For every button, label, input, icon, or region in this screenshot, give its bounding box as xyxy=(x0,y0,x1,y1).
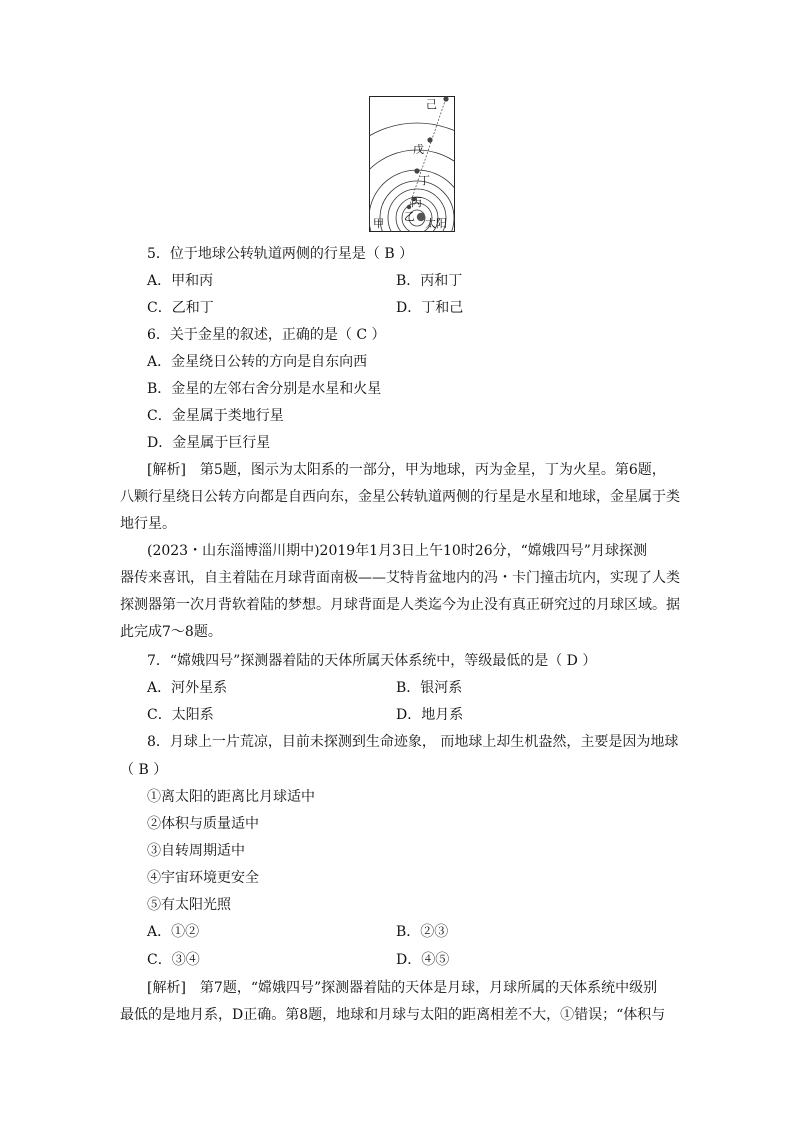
analysis1-line1: [解析] 第5题，图示为太阳系的一部分，甲为地球，丙为金星，丁为火星。第6题， xyxy=(147,462,666,478)
q8-option-c: C．③④ xyxy=(147,952,200,968)
q7-stem: 7．“嫦娥四号”探测器着陆的天体所属天体系统中，等级最低的是（ D ） xyxy=(147,653,597,669)
passage-line4: 此完成7～8题。 xyxy=(120,624,222,640)
label-ding: 丁 xyxy=(419,174,430,187)
q8-item-2: ②体积与质量适中 xyxy=(147,816,259,832)
passage-line2: 器传来喜讯，自主着陆在月球背面南极——艾特肯盆地内的冯・卡门撞击坑内，实现了人类 xyxy=(120,570,680,586)
solar-system-diagram xyxy=(369,96,455,232)
q5-option-c: C．乙和丁 xyxy=(147,300,214,316)
planet-ji-icon xyxy=(443,96,448,101)
q8-option-d: D．④⑤ xyxy=(396,952,450,968)
analysis1-line3: 地行星。 xyxy=(120,516,176,532)
label-sun: 太阳 xyxy=(425,217,447,230)
analysis2-line1: [解析] 第7题，“嫦娥四号”探测器着陆的天体是月球，月球所属的天体系统中级别 xyxy=(147,980,658,996)
q8-stem-line2: （ B ） xyxy=(120,762,168,778)
analysis1-line2: 八颗行星绕日公转方向都是自西向东，金星公转轨道两侧的行星是水星和地球，金星属于类 xyxy=(120,489,680,505)
q5-option-d: D．丁和己 xyxy=(396,300,464,316)
q6-option-a: A．金星绕日公转的方向是自东向西 xyxy=(147,354,368,370)
label-wu: 戊 xyxy=(413,143,424,156)
sun-icon xyxy=(417,213,425,221)
q8-option-b: B．②③ xyxy=(396,924,449,940)
q6-option-b: B．金星的左邻右舍分别是水星和火星 xyxy=(147,381,382,397)
q5-option-a: A．甲和丙 xyxy=(147,273,214,289)
q8-stem-line1: 8．月球上一片荒凉，目前未探测到生命迹象， 而地球上却生机盎然，主要是因为地球 xyxy=(147,734,679,750)
q8-option-a: A．①② xyxy=(147,924,200,940)
label-jia: 甲 xyxy=(373,217,384,230)
q6-stem: 6．关于金星的叙述，正确的是（ C ） xyxy=(147,327,386,343)
planet-wu-icon xyxy=(427,137,432,142)
q5-stem: 5．位于地球公转轨道两侧的行星是（ B ） xyxy=(147,246,414,262)
q8-item-1: ①离太阳的距离比月球适中 xyxy=(147,789,315,805)
label-ji: 己 xyxy=(426,98,437,111)
q6-option-c: C．金星属于类地行星 xyxy=(147,408,284,424)
q7-option-d: D．地月系 xyxy=(396,707,464,723)
label-bing: 丙 xyxy=(411,196,422,209)
q7-option-a: A．河外星系 xyxy=(147,680,228,696)
q5-option-b: B．丙和丁 xyxy=(396,273,463,289)
q7-option-b: B．银河系 xyxy=(396,680,463,696)
q8-item-3: ③自转周期适中 xyxy=(147,843,245,859)
label-yi: 乙 xyxy=(404,210,415,223)
passage-line3: 探测器第一次月背软着陆的梦想。月球背面是人类迄今为止没有真正研究过的月球区域。据 xyxy=(120,597,680,613)
analysis2-line2: 最低的是地月系，D正确。第8题，地球和月球与太阳的距离相差不大，①错误；“体积与 xyxy=(120,1007,666,1023)
passage-line1: (2023・山东淄博淄川期中)2019年1月3日上午10时26分，“嫦娥四号”月球探测 xyxy=(147,543,647,559)
q8-item-5: ⑤有太阳光照 xyxy=(147,897,231,913)
planet-ding-orbit-icon xyxy=(414,168,419,173)
q7-option-c: C．太阳系 xyxy=(147,707,214,723)
q6-option-d: D．金星属于巨行星 xyxy=(147,435,271,451)
q8-item-4: ④宇宙环境更安全 xyxy=(147,870,259,886)
